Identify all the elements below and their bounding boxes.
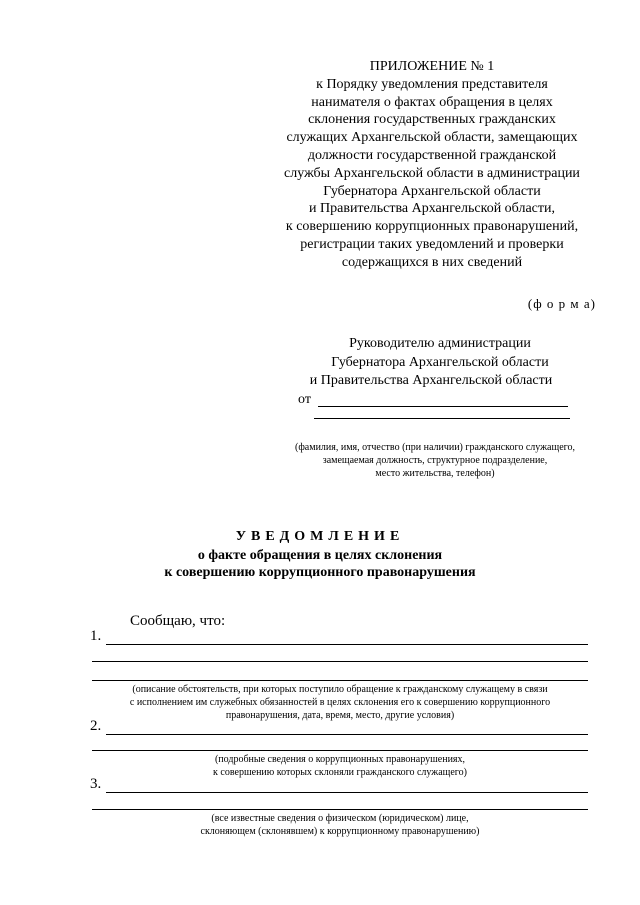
from-input-line-2[interactable] <box>314 418 570 419</box>
item-note-line: (подробные сведения о коррупционных правонарушениях, <box>214 754 466 765</box>
notice-title-block <box>120 528 520 582</box>
item-2-input-line-2[interactable] <box>92 750 588 751</box>
sender-note-line: (фамилия, имя, отчество (при наличии) гражданского служащего, <box>295 442 575 453</box>
item-3-input-line-2[interactable] <box>92 809 588 810</box>
item-number: 3. <box>90 776 102 792</box>
appendix-line: служащих Архангельской области, замещающих <box>286 130 578 146</box>
addressee-line: Руководителю администрации <box>349 336 531 351</box>
sender-note-line: замещаемая должность, структурное подразделение, <box>322 455 548 466</box>
item-3-note <box>92 812 588 838</box>
item-3-input-line[interactable] <box>106 792 588 793</box>
item-1-input-line-2[interactable] <box>92 661 588 662</box>
sender-note <box>280 441 590 480</box>
appendix-line: должности государственной гражданской <box>307 147 557 163</box>
addressee-line: и Правительства Архангельской области <box>309 373 553 388</box>
appendix-header <box>262 58 602 272</box>
addressee-line: Губернатора Архангельской области <box>331 354 549 370</box>
item-1-row <box>90 628 588 648</box>
notice-subtitle: о факте обращения в целях склонения <box>197 547 443 563</box>
item-note-line: склоняющем (склонявшем) к коррупционному правонарушению) <box>200 826 480 837</box>
item-number: 1. <box>90 628 102 644</box>
item-number: 2. <box>90 718 102 734</box>
item-note-line: правонарушения, дата, время, место, другие условия) <box>225 710 455 721</box>
item-3-row <box>90 776 588 796</box>
appendix-line: регистрации таких уведомлений и проверки <box>300 236 564 252</box>
item-1-input-line[interactable] <box>106 644 588 645</box>
from-row <box>290 391 590 411</box>
item-note-line: (все известные сведения о физическом (юридическом) лице, <box>211 813 469 824</box>
item-note-line: к совершению которых склоняли гражданского служащего) <box>213 767 467 778</box>
appendix-line: нанимателя о фактах обращения в целях <box>311 94 553 110</box>
appendix-line: службы Архангельской области в администрации <box>284 165 580 181</box>
from-label: от <box>298 391 311 407</box>
item-2-input-line[interactable] <box>106 734 588 735</box>
appendix-line: к совершению коррупционных правонарушений, <box>285 219 579 235</box>
form-mark: (ф о р м а) <box>527 296 596 311</box>
appendix-line: к Порядку уведомления представителя <box>316 76 548 92</box>
sender-note-line: место жительства, телефон) <box>375 468 495 479</box>
item-1-note <box>92 683 588 722</box>
from-input-line[interactable] <box>318 406 568 407</box>
appendix-line: склонения государственных гражданских <box>308 112 556 128</box>
notice-title: УВЕДОМЛЕНИЕ <box>235 529 405 544</box>
item-1-input-line-3[interactable] <box>92 680 588 681</box>
appendix-line: Губернатора Архангельской области <box>323 183 541 199</box>
intro-text: Сообщаю, что: <box>130 613 226 629</box>
appendix-title: ПРИЛОЖЕНИЕ № 1 <box>369 59 495 74</box>
appendix-line: и Правительства Архангельской области, <box>309 201 555 217</box>
item-note-line: с исполнением им служебных обязанностей в целях склонения его к совершению коррупционного <box>129 697 551 708</box>
addressee-block <box>290 335 590 411</box>
appendix-line: содержащихся в них сведений <box>341 254 523 270</box>
item-note-line: (описание обстоятельств, при которых поступило обращение к гражданскому служащему в связи <box>132 684 548 695</box>
item-2-row <box>90 718 588 738</box>
notice-subtitle: к совершению коррупционного правонарушения <box>164 565 476 580</box>
